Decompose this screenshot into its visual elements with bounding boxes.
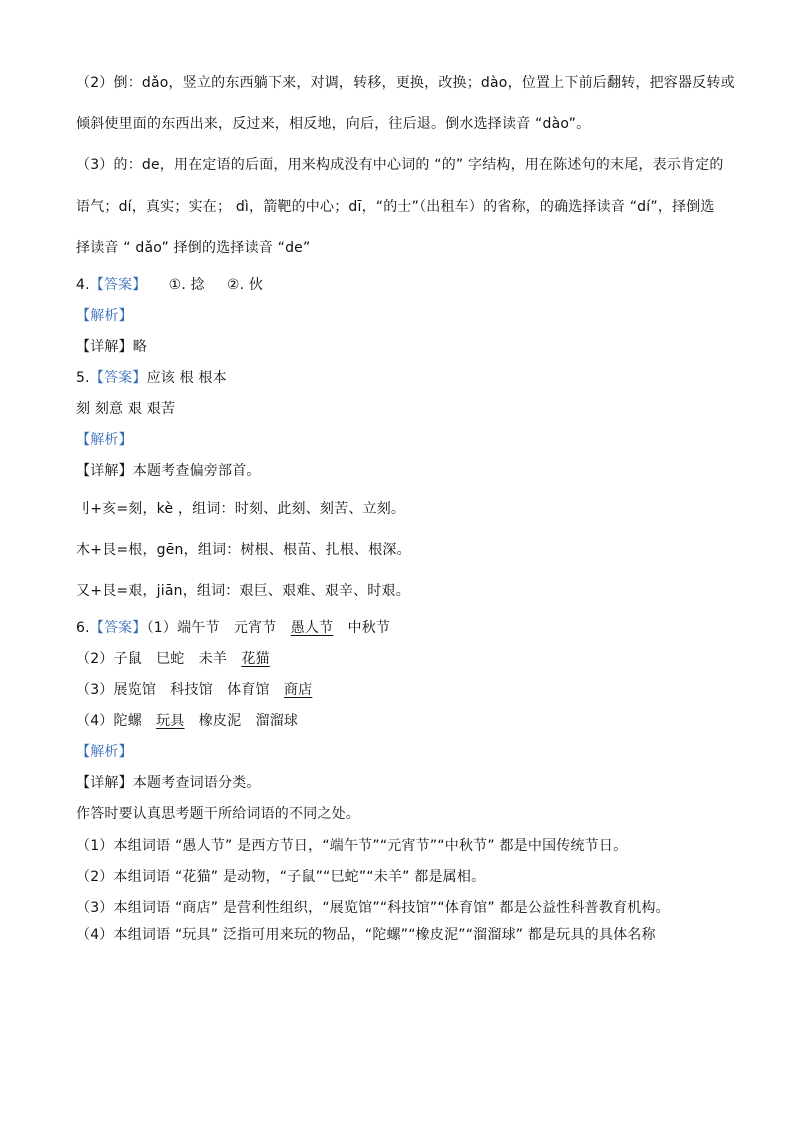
- q6-answer-line2: [76, 649, 270, 669]
- q4-answer-1: ①. 捻: [168, 277, 205, 293]
- q3-pron-de-line2: 语气；dí，真实；实在； dì，箭靶的中心；dī，“的士”（出租车）的省称，的确选择读音 “dí”，择倒选: [76, 199, 715, 215]
- q4-answer-tag: 【答案】: [89, 277, 147, 293]
- q3-pron-dao-line1: （2）倒：dǎo，竖立的东西躺下来，对调，转移，更换，改换；dào，位置上下前后翻转，把容器反转或: [76, 75, 735, 91]
- q6-group3-odd-word: 商店: [283, 682, 313, 698]
- q6-detail: 【详解】本题考查词语分类。: [76, 775, 261, 791]
- q6-group2-words: （2）子鼠 巳蛇 未羊: [76, 651, 242, 667]
- q6-group4-odd-word: 玩具: [156, 713, 185, 729]
- q3-pron-dao-line2: 倾斜使里面的东西出来，反过来，相反地，向后，往后退。倒水选择读音 “dào”。: [76, 116, 591, 132]
- q6-group1-words-tail: 中秋节: [333, 620, 391, 636]
- q6-group1-odd-word: 愚人节: [290, 620, 334, 636]
- q6-group4-words: （4）陀螺: [76, 713, 157, 729]
- q6-explain-1: （1）本组词语 “愚人节” 是西方节日，“端午节”“元宵节”“中秋节” 都是中国传统节日。: [76, 838, 628, 854]
- q6-explain-2: （2）本组词语 “花猫” 是动物，“子鼠”“巳蛇”“未羊” 都是属相。: [76, 869, 486, 885]
- q4-number: 4.: [76, 277, 90, 293]
- q5-answer-line: [76, 368, 227, 388]
- q5-analysis-tag: 【解析】: [76, 432, 133, 448]
- q5-answer-tag: 【答案】: [89, 370, 147, 386]
- q5-radical-jian: 又+艮=艰，jiān，组词：艰巨、艰难、艰辛、时艰。: [76, 583, 410, 599]
- q6-explain-intro: 作答时要认真思考题干所给词语的不同之处。: [76, 806, 360, 822]
- q6-group3-words: （3）展览馆 科技馆 体育馆: [76, 682, 284, 698]
- q6-answer-tag: 【答案】: [89, 620, 147, 636]
- q5-number: 5.: [76, 370, 90, 386]
- q5-radical-gen: 木+艮=根，gēn，组词：树根、根苗、扎根、根深。: [76, 542, 411, 558]
- q6-group1-words: （1）端午节 元宵节: [146, 620, 291, 636]
- q6-group4-words-tail: 橡皮泥 溜溜球: [184, 713, 299, 729]
- q4-detail: 【详解】略: [76, 339, 147, 355]
- q6-analysis-tag: 【解析】: [76, 744, 133, 760]
- q3-pron-de-line3: 择读音 “ dǎo” 择倒的选择读音 “de”: [76, 240, 311, 256]
- q5-radical-ke: 刂+亥=刻，kè ，组词：时刻、此刻、刻苦、立刻。: [76, 501, 406, 517]
- q6-explain-4: （4）本组词语 “玩具” 泛指可用来玩的物品，“陀螺”“橡皮泥”“溜溜球” 都是玩具的具体名称: [76, 927, 656, 943]
- q4-analysis-tag: 【解析】: [76, 308, 133, 324]
- q6-number: 6.: [76, 620, 90, 636]
- q6-answer-line3: [76, 680, 312, 700]
- q6-answer-line1: [76, 618, 390, 638]
- q6-explain-3: （3）本组词语 “商店” 是营利性组织，“展览馆”“科技馆”“体育馆” 都是公益性科普教育机构。: [76, 900, 670, 916]
- q4-answer-2: ②. 伙: [226, 277, 264, 293]
- q5-answer-text-1: 应该 根 根本: [146, 370, 227, 386]
- q5-answer-text-2: 刻 刻意 艰 艰苦: [76, 401, 176, 417]
- q5-detail: 【详解】本题考查偏旁部首。: [76, 463, 261, 479]
- q6-group2-odd-word: 花猫: [241, 651, 270, 667]
- q3-pron-de-line1: （3）的：de，用在定语的后面，用来构成没有中心词的 “的” 字结构，用在陈述句的末尾，表示肯定的: [76, 157, 724, 173]
- q6-answer-line4: [76, 711, 298, 731]
- q4-answer-line: [76, 275, 263, 295]
